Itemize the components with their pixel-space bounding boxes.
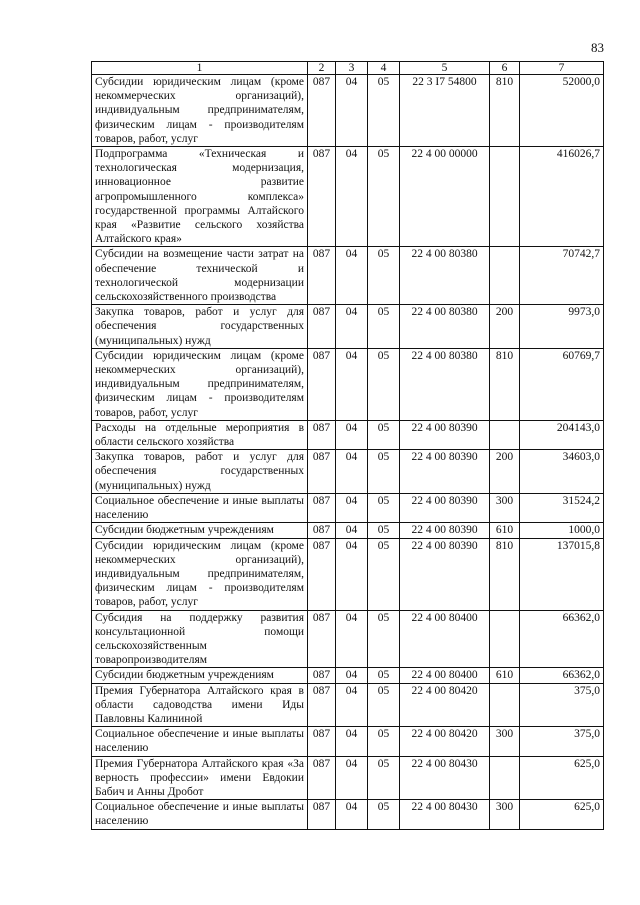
amount-cell: 52000,0 [520, 75, 604, 147]
table-row [92, 523, 604, 538]
subsection-code-cell: 05 [368, 420, 400, 449]
target-code-cell: 22 4 00 80400 [400, 610, 490, 668]
section-code-cell: 04 [336, 450, 368, 494]
expense-type-cell [490, 147, 520, 247]
subsection-code-cell: 05 [368, 305, 400, 349]
column-header: 7 [520, 62, 604, 75]
table-row [92, 147, 604, 247]
section-code-cell: 04 [336, 75, 368, 147]
table-row [92, 420, 604, 449]
expense-type-cell: 810 [490, 538, 520, 610]
subsection-code-cell: 05 [368, 450, 400, 494]
table-row [92, 247, 604, 305]
table-row [92, 800, 604, 829]
ministry-code-cell: 087 [308, 305, 336, 349]
expense-type-cell: 300 [490, 727, 520, 756]
table-row [92, 305, 604, 349]
table-row [92, 450, 604, 494]
amount-cell: 31524,2 [520, 493, 604, 522]
column-header: 1 [92, 62, 308, 75]
subsection-code-cell: 05 [368, 668, 400, 683]
ministry-code-cell: 087 [308, 538, 336, 610]
row-name-cell: Субсидия на поддержку развития консультационной помощи сельскохозяйственным товаропроизводителям [92, 610, 308, 668]
subsection-code-cell: 05 [368, 800, 400, 829]
section-code-cell: 04 [336, 247, 368, 305]
expense-type-cell: 200 [490, 305, 520, 349]
column-header: 2 [308, 62, 336, 75]
subsection-code-cell: 05 [368, 756, 400, 800]
subsection-code-cell: 05 [368, 523, 400, 538]
target-code-cell: 22 4 00 80390 [400, 538, 490, 610]
table-row [92, 756, 604, 800]
amount-cell: 625,0 [520, 800, 604, 829]
page-number: 83 [591, 40, 604, 55]
expense-type-cell [490, 756, 520, 800]
ministry-code-cell: 087 [308, 348, 336, 420]
row-name-cell: Закупка товаров, работ и услуг для обеспечения государственных (муниципальных) нужд [92, 305, 308, 349]
target-code-cell: 22 4 00 80430 [400, 756, 490, 800]
subsection-code-cell: 05 [368, 348, 400, 420]
expense-type-cell: 610 [490, 668, 520, 683]
expense-type-cell [490, 610, 520, 668]
section-code-cell: 04 [336, 305, 368, 349]
target-code-cell: 22 3 I7 54800 [400, 75, 490, 147]
amount-cell: 204143,0 [520, 420, 604, 449]
target-code-cell: 22 4 00 80390 [400, 493, 490, 522]
amount-cell: 375,0 [520, 727, 604, 756]
expense-type-cell [490, 247, 520, 305]
subsection-code-cell: 05 [368, 75, 400, 147]
expense-type-cell: 610 [490, 523, 520, 538]
section-code-cell: 04 [336, 756, 368, 800]
table-row [92, 538, 604, 610]
section-code-cell: 04 [336, 727, 368, 756]
section-code-cell: 04 [336, 523, 368, 538]
table-row [92, 493, 604, 522]
row-name-cell: Субсидии бюджетным учреждениям [92, 523, 308, 538]
section-code-cell: 04 [336, 538, 368, 610]
row-name-cell: Расходы на отдельные мероприятия в области сельского хозяйства [92, 420, 308, 449]
section-code-cell: 04 [336, 668, 368, 683]
subsection-code-cell: 05 [368, 727, 400, 756]
row-name-cell: Премия Губернатора Алтайского края «За верность профессии» имени Евдокии Бабич и Анны Дробот [92, 756, 308, 800]
amount-cell: 1000,0 [520, 523, 604, 538]
table-row [92, 75, 604, 147]
column-header: 6 [490, 62, 520, 75]
table-row [92, 727, 604, 756]
expense-type-cell: 810 [490, 348, 520, 420]
ministry-code-cell: 087 [308, 147, 336, 247]
column-header: 5 [400, 62, 490, 75]
target-code-cell: 22 4 00 80430 [400, 800, 490, 829]
expense-type-cell: 300 [490, 493, 520, 522]
target-code-cell: 22 4 00 80390 [400, 523, 490, 538]
section-code-cell: 04 [336, 420, 368, 449]
table-row [92, 683, 604, 727]
amount-cell: 375,0 [520, 683, 604, 727]
section-code-cell: 04 [336, 147, 368, 247]
budget-table [91, 61, 604, 830]
column-header: 3 [336, 62, 368, 75]
subsection-code-cell: 05 [368, 610, 400, 668]
expense-type-cell: 810 [490, 75, 520, 147]
row-name-cell: Премия Губернатора Алтайского края в области садоводства имени Иды Павловны Калининой [92, 683, 308, 727]
ministry-code-cell: 087 [308, 247, 336, 305]
ministry-code-cell: 087 [308, 727, 336, 756]
ministry-code-cell: 087 [308, 610, 336, 668]
target-code-cell: 22 4 00 80380 [400, 305, 490, 349]
target-code-cell: 22 4 00 80420 [400, 683, 490, 727]
section-code-cell: 04 [336, 348, 368, 420]
amount-cell: 416026,7 [520, 147, 604, 247]
table-row [92, 668, 604, 683]
expense-type-cell [490, 683, 520, 727]
ministry-code-cell: 087 [308, 683, 336, 727]
table-row [92, 610, 604, 668]
amount-cell: 9973,0 [520, 305, 604, 349]
target-code-cell: 22 4 00 80390 [400, 450, 490, 494]
amount-cell: 137015,8 [520, 538, 604, 610]
table-header-row [92, 62, 604, 75]
amount-cell: 70742,7 [520, 247, 604, 305]
row-name-cell: Субсидии на возмещение части затрат на обеспечение технической и технологической модернизации сельскохозяйственного производства [92, 247, 308, 305]
expense-type-cell: 300 [490, 800, 520, 829]
row-name-cell: Подпрограмма «Техническая и технологическая модернизация, инновационное развитие агропромышленного комплекса» государственной программы Алтайского края «Развитие сельского хозяйства Алтайского края» [92, 147, 308, 247]
expense-type-cell [490, 420, 520, 449]
ministry-code-cell: 087 [308, 493, 336, 522]
column-header: 4 [368, 62, 400, 75]
section-code-cell: 04 [336, 683, 368, 727]
target-code-cell: 22 4 00 80380 [400, 247, 490, 305]
subsection-code-cell: 05 [368, 493, 400, 522]
amount-cell: 625,0 [520, 756, 604, 800]
row-name-cell: Закупка товаров, работ и услуг для обеспечения государственных (муниципальных) нужд [92, 450, 308, 494]
row-name-cell: Субсидии бюджетным учреждениям [92, 668, 308, 683]
table-body [92, 75, 604, 830]
ministry-code-cell: 087 [308, 668, 336, 683]
row-name-cell: Социальное обеспечение и иные выплаты населению [92, 727, 308, 756]
subsection-code-cell: 05 [368, 538, 400, 610]
amount-cell: 60769,7 [520, 348, 604, 420]
expense-type-cell: 200 [490, 450, 520, 494]
target-code-cell: 22 4 00 80390 [400, 420, 490, 449]
row-name-cell: Социальное обеспечение и иные выплаты населению [92, 800, 308, 829]
target-code-cell: 22 4 00 80380 [400, 348, 490, 420]
ministry-code-cell: 087 [308, 523, 336, 538]
subsection-code-cell: 05 [368, 247, 400, 305]
ministry-code-cell: 087 [308, 75, 336, 147]
row-name-cell: Субсидии юридическим лицам (кроме некоммерческих организаций), индивидуальным предпринимателям, физическим лицам - производителям товаров, работ, услуг [92, 75, 308, 147]
section-code-cell: 04 [336, 493, 368, 522]
table-row [92, 348, 604, 420]
section-code-cell: 04 [336, 610, 368, 668]
ministry-code-cell: 087 [308, 756, 336, 800]
ministry-code-cell: 087 [308, 800, 336, 829]
ministry-code-cell: 087 [308, 450, 336, 494]
subsection-code-cell: 05 [368, 147, 400, 247]
target-code-cell: 22 4 00 80400 [400, 668, 490, 683]
ministry-code-cell: 087 [308, 420, 336, 449]
amount-cell: 34603,0 [520, 450, 604, 494]
row-name-cell: Субсидии юридическим лицам (кроме некоммерческих организаций), индивидуальным предпринимателям, физическим лицам - производителям товаров, работ, услуг [92, 348, 308, 420]
amount-cell: 66362,0 [520, 668, 604, 683]
section-code-cell: 04 [336, 800, 368, 829]
amount-cell: 66362,0 [520, 610, 604, 668]
target-code-cell: 22 4 00 00000 [400, 147, 490, 247]
subsection-code-cell: 05 [368, 683, 400, 727]
row-name-cell: Субсидии юридическим лицам (кроме некоммерческих организаций), индивидуальным предпринимателям, физическим лицам - производителям товаров, работ, услуг [92, 538, 308, 610]
target-code-cell: 22 4 00 80420 [400, 727, 490, 756]
row-name-cell: Социальное обеспечение и иные выплаты населению [92, 493, 308, 522]
